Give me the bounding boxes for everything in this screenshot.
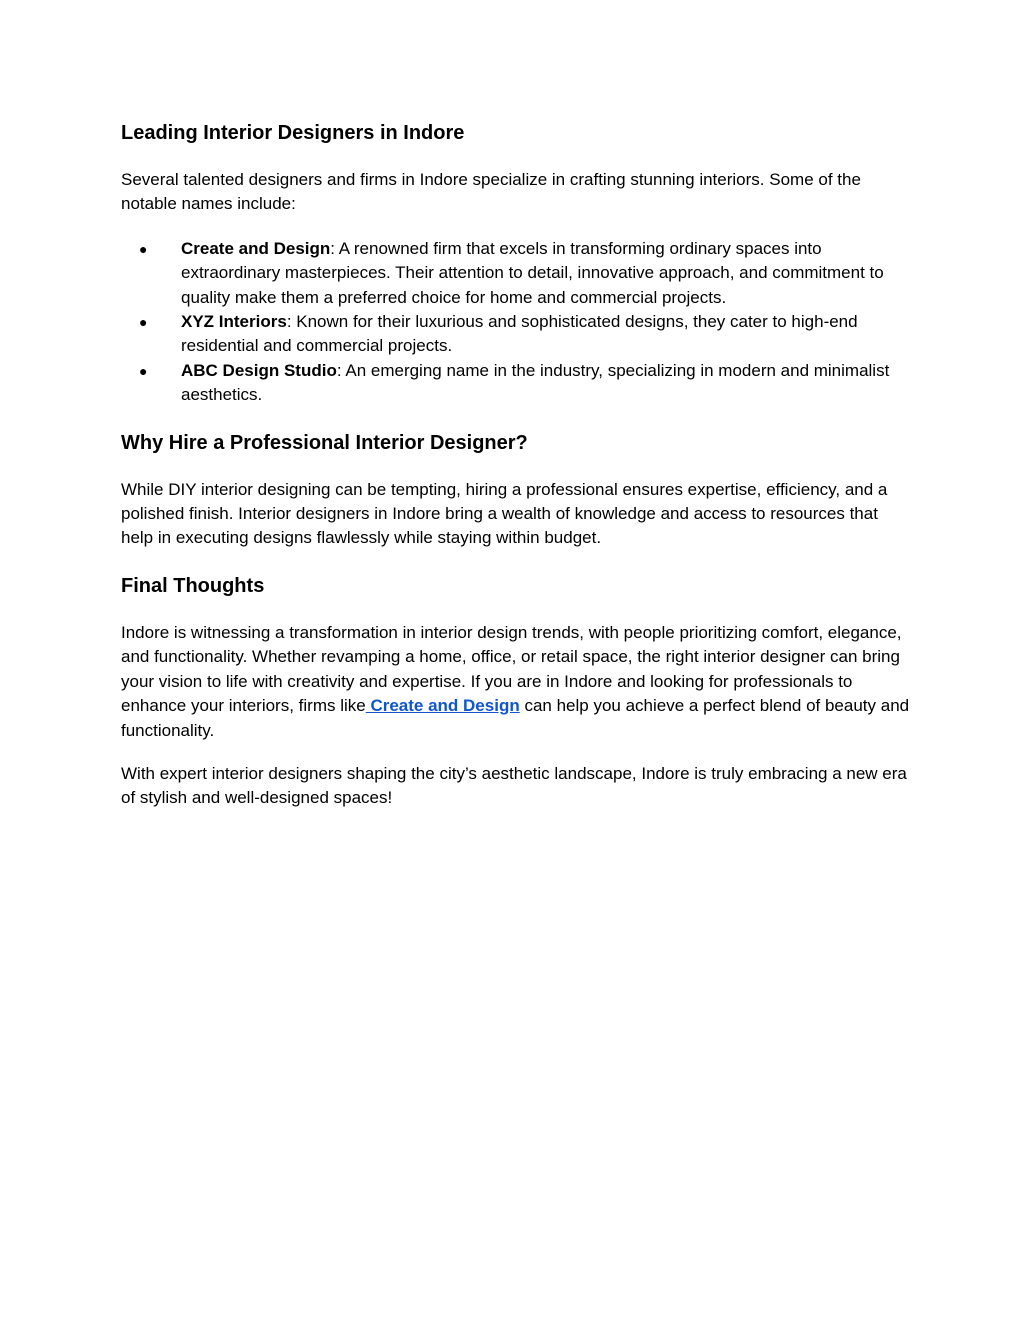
designer-description: : Known for their luxurious and sophisticated designs, they cater to high-end residential and commercial projects. [181, 312, 858, 356]
section-heading-leading-designers: Leading Interior Designers in Indore [121, 122, 465, 144]
section-heading-why-hire: Why Hire a Professional Interior Designer? [121, 431, 528, 454]
designer-name: Create and Design [181, 238, 331, 258]
document-page [121, 118, 911, 811]
bullet-icon: ● [139, 240, 148, 257]
final-text-before-link: Indore is witnessing a transformation in interior design trends, with people prioritizing comfort, elegance, and functionality. Whether revamping a home, office, or retail space, the right interior designer can bring your vision to life with creativity and expertise. If you are in Indore and looking for professionals to enhance your interiors, firms like [121, 622, 902, 716]
final-text-after-link: can help you achieve a perfect blend of beauty and functionality. [121, 696, 910, 740]
designer-list [121, 237, 911, 408]
list-item-create-and-design [121, 237, 911, 310]
why-hire-paragraph: While DIY interior designing can be tempting, hiring a professional ensures expertise, efficiency, and a polished finish. Interior designers in Indore bring a wealth of knowledge and access to resources that help in executing designs flawlessly while staying within budget. [121, 479, 888, 548]
closing-paragraph: With expert interior designers shaping the city’s aesthetic landscape, Indore is truly embracing a new era of stylish and well-designed spaces! [121, 763, 907, 808]
designer-description: : An emerging name in the industry, specializing in modern and minimalist aesthetics. [181, 360, 890, 405]
intro-paragraph: Several talented designers and firms in Indore specialize in crafting stunning interiors. Some of the notable names include: [121, 170, 861, 214]
bullet-icon: ● [139, 362, 148, 379]
section-heading-final-thoughts: Final Thoughts [121, 574, 265, 597]
list-item-xyz-interiors [121, 310, 911, 359]
list-item-abc-design-studio [121, 359, 911, 408]
create-and-design-link[interactable]: Create and Design [365, 696, 520, 716]
final-thoughts-paragraph [121, 621, 911, 743]
bullet-icon: ● [139, 314, 148, 331]
designer-name: ABC Design Studio [181, 360, 337, 380]
designer-name: XYZ Interiors [181, 312, 287, 332]
designer-description: : A renowned firm that excels in transforming ordinary spaces into extraordinary masterpieces. Their attention to detail, innovative approach, and commitment to quality make them a preferred choice for home and commercial projects. [181, 238, 884, 307]
